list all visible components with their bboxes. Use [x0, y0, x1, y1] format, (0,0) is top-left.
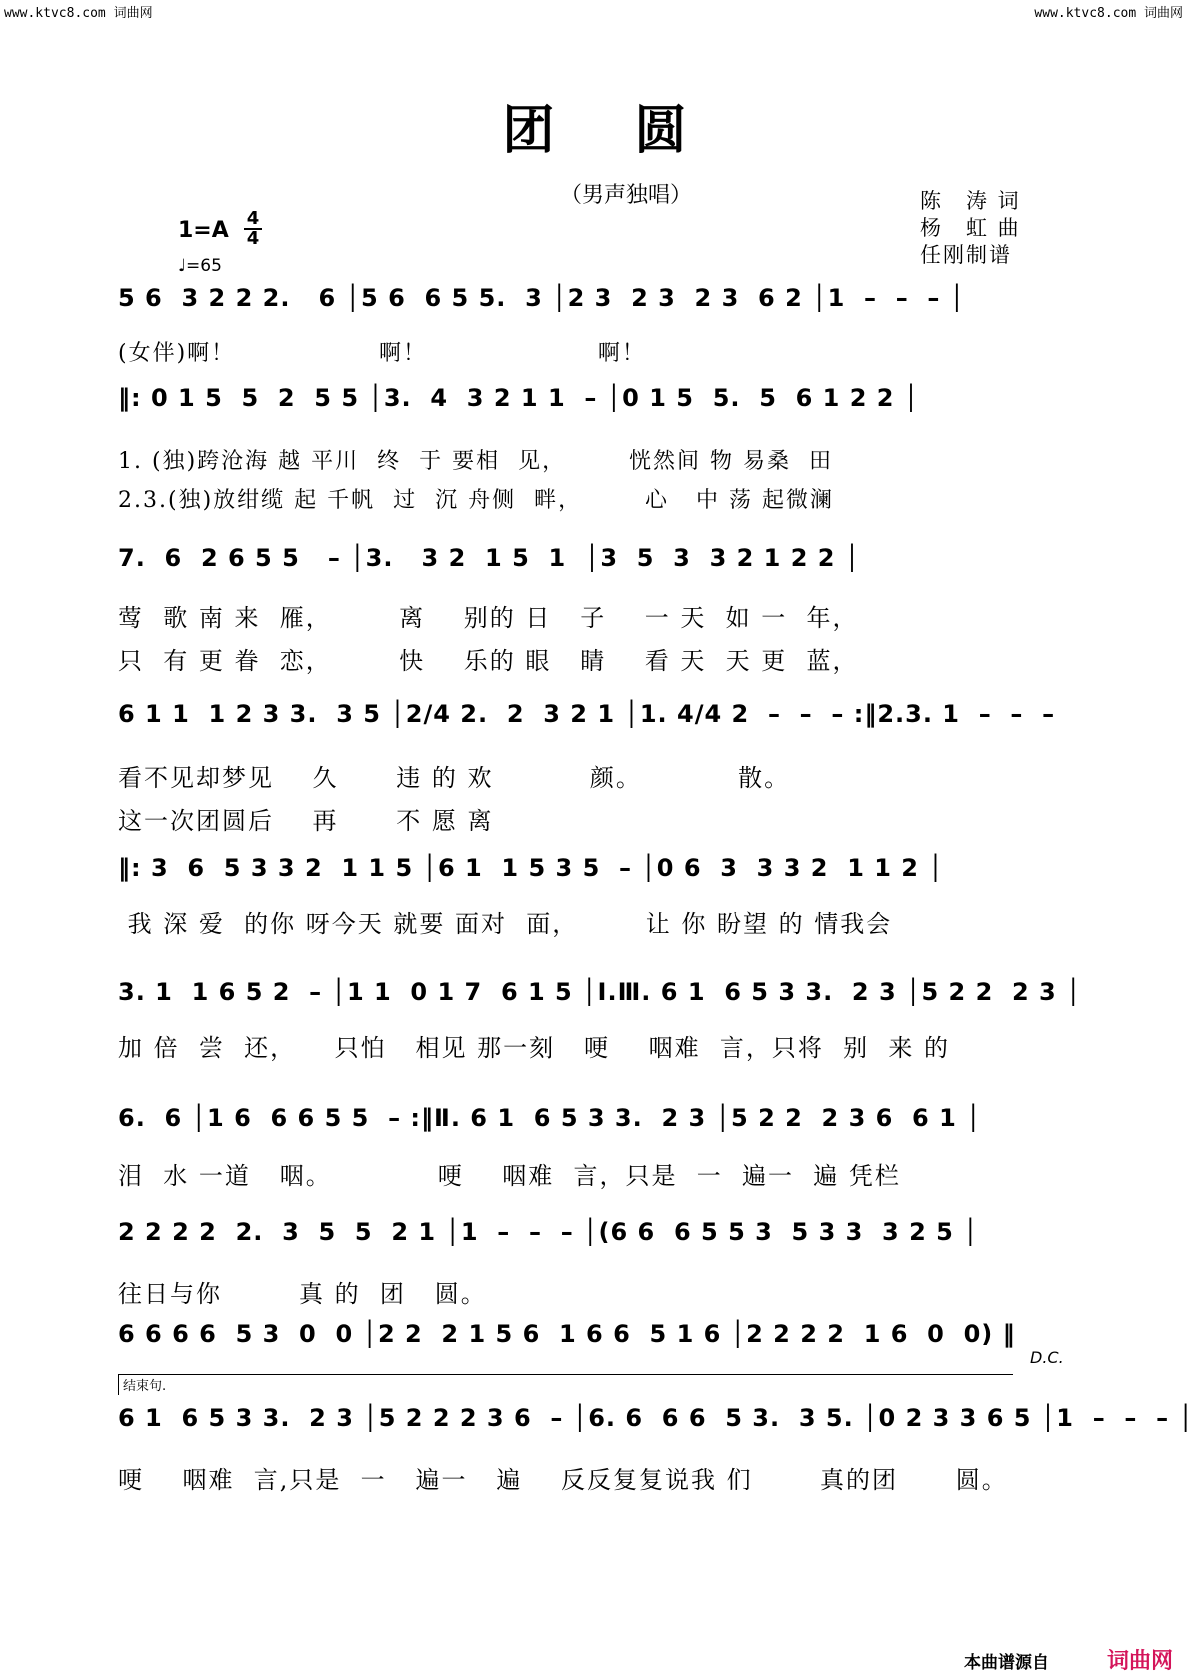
system-1: [118, 284, 1078, 312]
footer-source: 本曲谱源自: [964, 1653, 1049, 1673]
system-3-lyrics: [118, 598, 1078, 676]
system-9: [118, 1320, 1078, 1348]
system-4-lyrics: [118, 758, 1078, 836]
lyric-line: 只 有 更 眷 恋， 快 乐的 眼 睛 看 天 天 更 蓝，: [118, 647, 859, 675]
system-10: [118, 1404, 1194, 1432]
system-8-lyrics: [118, 1274, 1078, 1309]
footer-logo[interactable]: 词曲网: [1106, 1649, 1173, 1674]
notation-line: 6 6 6 6 5 3 0 0 │2 2 2 1 5 6 1 6 6 5 1 6 │2 2 2 2 1 6 0 0) ‖: [118, 1320, 1016, 1348]
lyric-line: 哽 咽难 言,只是 一 遍一 遍 反反复复说我 们 真的团 圆。: [118, 1466, 1008, 1494]
system-7-lyrics: [118, 1156, 1078, 1191]
lyric-line: 这一次团圆后 再 不 愿 离: [118, 807, 494, 835]
notation-line: 3. 1 1 6 5 2 – │1 1 0 1 7 6 1 5 │Ⅰ.Ⅲ. 6 1 6 5 3 3. 2 3 │5 2 2 2 3 │: [118, 978, 1082, 1006]
system-2-lyrics: [118, 444, 1078, 514]
system-3: [118, 544, 1078, 572]
system-6-lyrics: [118, 1028, 1078, 1063]
song-subtitle: （男声独唱）: [560, 183, 693, 208]
system-7: [118, 1104, 1078, 1132]
lyric-line: 泪 水 一道 咽。 哽 咽难 言，只是 一 遍一 遍 凭栏: [118, 1162, 901, 1190]
lyricist-credit: 陈 涛 词: [920, 189, 1021, 213]
lyric-line: 我 深 爱 的你 呀今天 就要 面对 面， 让 你 盼望 的 情我会: [118, 910, 893, 938]
system-5: [118, 854, 1078, 882]
composer-credit: 杨 虹 曲: [920, 216, 1021, 240]
system-8: [118, 1218, 1078, 1246]
notation-line: 2 2 2 2 2. 3 5 5 2 1 │1 – – – │(6 6 6 5 5 3 5 3 3 3 2 5 │: [118, 1218, 979, 1246]
lyric-line: 1. (独)跨沧海 越 平川 终 于 要相 见， 恍然间 物 易桑 田: [118, 449, 834, 474]
system-6: [118, 978, 1082, 1006]
song-title: 团圆: [502, 100, 767, 161]
lyric-line: 加 倍 尝 还， 只怕 相见 那一刻 哽 咽难 言，只将 别 来 的: [118, 1034, 950, 1062]
site-url-left[interactable]: www.ktvc8.com 词曲网: [4, 6, 153, 21]
ending-label: 结束句.: [123, 1379, 167, 1394]
lyric-line: 2.3.(独)放绀缆 起 千帆 过 沉 舟侧 畔， 心 中 荡 起微澜: [118, 488, 835, 513]
notation-line: 6 1 1 1 2 3 3. 3 5 │2/4 2. 2 3 2 1 │1. 4/4 2 – – – :‖2.3. 1 – – –: [118, 700, 1065, 728]
system-1-lyrics: [118, 336, 1078, 367]
time-sig-bottom: 4: [246, 228, 260, 249]
time-sig-top: 4: [246, 208, 260, 229]
notation-line: 6 1 6 5 3 3. 2 3 │5 2 2 2 3 6 – │6. 6 6 6 5 3. 3 5. │0 2 3 3 6 5 │1 – – – │: [118, 1404, 1194, 1432]
system-4: [118, 700, 1078, 728]
lyric-line: 往日与你 真 的 团 圆。: [118, 1280, 487, 1308]
key-signature: 1=A: [178, 218, 229, 243]
site-url-right[interactable]: www.ktvc8.com 词曲网: [1034, 6, 1183, 21]
ending-bracket: [118, 1374, 1013, 1395]
system-10-lyrics: [118, 1460, 1078, 1495]
lyric-line: 看不见却梦见 久 违 的 欢 颜。 散。: [118, 764, 791, 792]
system-5-lyrics: [118, 904, 1078, 939]
time-signature: [244, 210, 262, 248]
notation-line: ‖: 3 6 5 3 3 2 1 1 5 │6 1 1 5 3 5 – │0 6 3 3 3 2 1 1 2 │: [118, 854, 944, 882]
lyric-line: (女伴)啊！ 啊！ 啊！: [118, 341, 646, 366]
lyric-line: 莺 歌 南 来 雁， 离 别的 日 子 一 天 如 一 年，: [118, 604, 859, 632]
notation-line: 5 6 3 2 2 2. 6 │5 6 6 5 5. 3 │2 3 2 3 2 3 6 2 │1 – – – │: [118, 284, 966, 312]
credits: [920, 188, 1021, 269]
da-capo-mark: D.C.: [1030, 1348, 1064, 1367]
notation-line: ‖: 0 1 5 5 2 5 5 │3. 4 3 2 1 1 – │0 1 5 5. 5 6 1 2 2 │: [118, 384, 920, 412]
notation-line: 6. 6 │1 6 6 6 5 5 – :‖Ⅱ. 6 1 6 5 3 3. 2 3 │5 2 2 2 3 6 6 1 │: [118, 1104, 982, 1132]
system-2: [118, 384, 1078, 412]
tempo-mark: ♩=65: [178, 256, 222, 276]
notation-line: 7. 6 2 6 5 5 – │3. 3 2 1 5 1 │3 5 3 3 2 1 2 2 │: [118, 544, 861, 572]
transcriber-credit: 任刚制谱: [920, 243, 1012, 267]
